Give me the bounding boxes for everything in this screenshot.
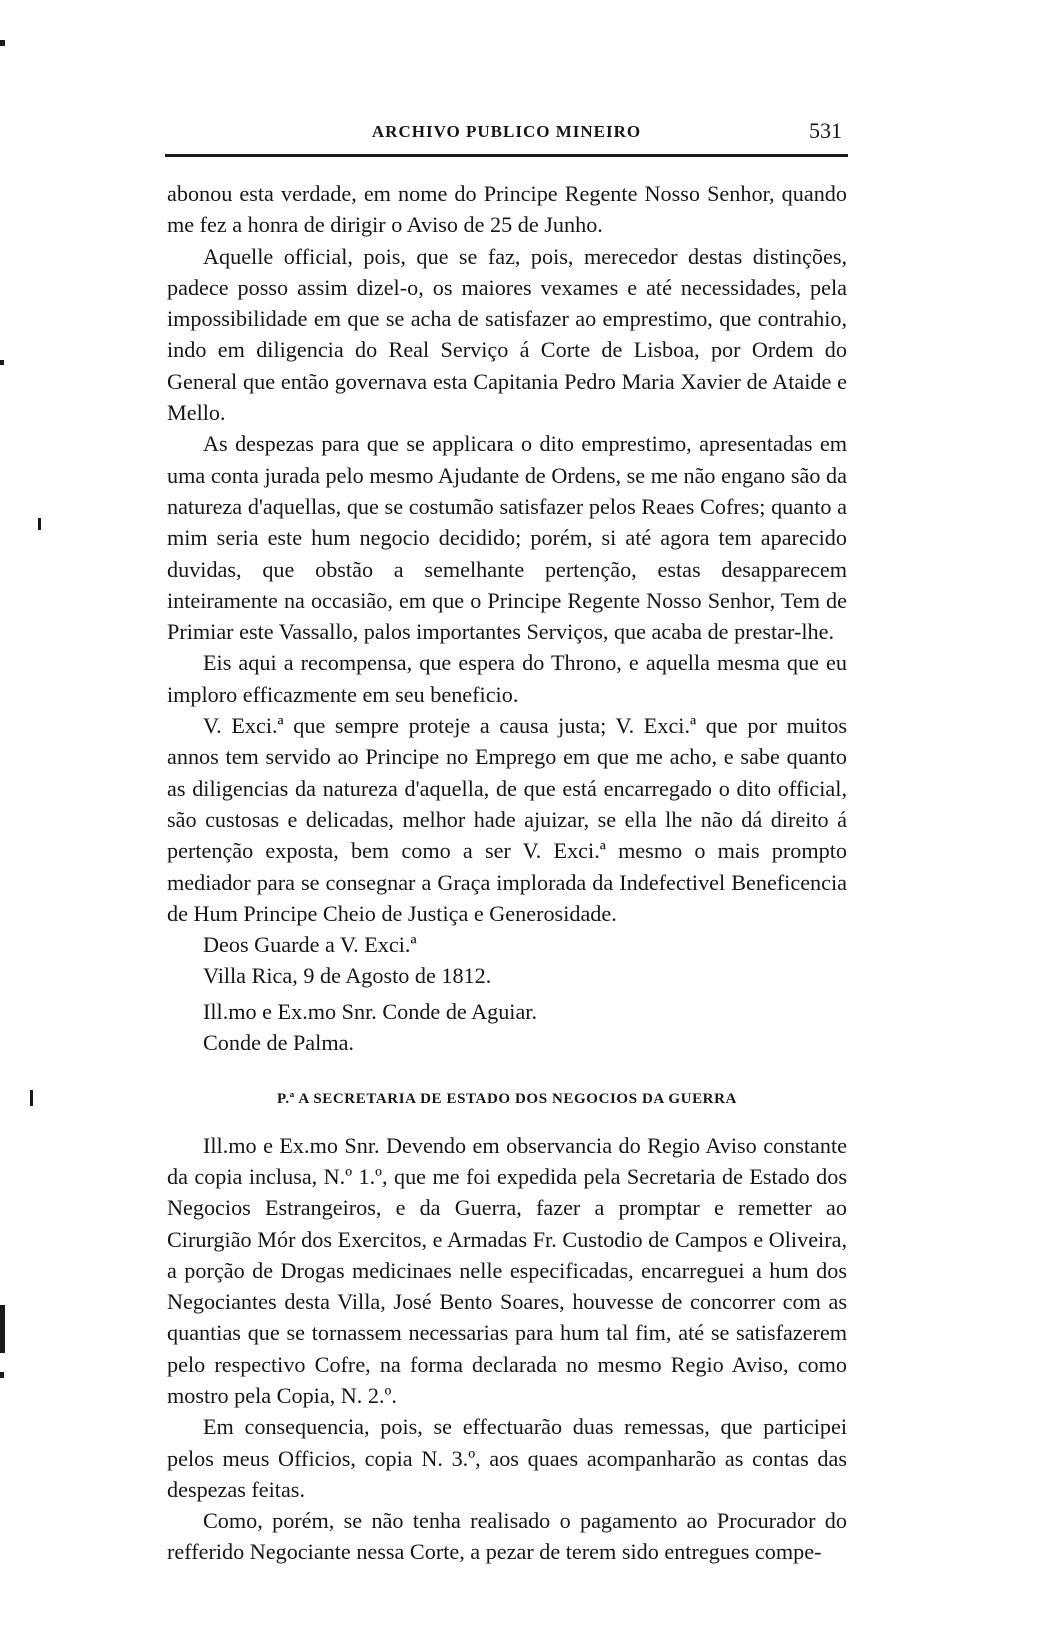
scan-edge-mark [30, 1090, 33, 1106]
paragraph: Em consequencia, pois, se effectuarão duas remessas, que participei pelos meus Officios, copia N. 3.º, aos quaes acompanharão as contas das despezas feitas. [167, 1414, 847, 1502]
section-heading: P.ª A SECRETARIA DE ESTADO DOS NEGOCIOS DA GUERRA [277, 1091, 737, 1108]
scan-edge-mark [0, 1372, 4, 1378]
page-number: 531 [809, 118, 842, 143]
page-header [165, 118, 848, 158]
paragraph: Eis aqui a recompensa, que espera do Throno, e aquella mesma que eu imploro efficazmente em seu beneficio. [167, 650, 847, 707]
paragraph: Como, porém, se não tenha realisado o pagamento ao Procurador do refferido Negociante nessa Corte, a pezar de terem sido entregues compe- [167, 1508, 847, 1565]
paragraph: Aquelle official, pois, que se faz, pois, merecedor destas distinções, padece posso assim dizel-o, os maiores vexames e até necessidades, pela impossibilidade em que se acha de satisfazer ao emprestimo, que contrahio, indo em diligencia do Real Serviço á Corte de Lisboa, por Ordem do General que então governava esta Capitania Pedro Maria Xavier de Ataide e Mello. [167, 243, 847, 426]
scan-edge-mark [0, 1305, 5, 1353]
paragraph: As despezas para que se applicara o dito emprestimo, apresentadas em uma conta jurada pelo mesmo Ajudante de Ordens, se me não engano são da natureza d'aquellas, que se costumão satisfazer pelos Reaes Cofres; quanto a mim seria este hum negocio decidido; porém, si até agora tem aparecido duvidas, que obstão a semelhante pertenção, estas desapparecem inteiramente na occasião, em que o Principe Regente Nosso Senhor, Tem de Primiar este Vassallo, palos importantes Serviços, que acaba de prestar-lhe. [167, 431, 847, 645]
paragraph: V. Exci.ª que sempre proteje a causa justa; V. Exci.ª que por muitos annos tem servido ao Principe no Emprego em que me acho, e sabe quanto as diligencias da natureza d'aquella, de que está encarregado o dito official, são custosas e delicadas, melhor hade ajuizar, se ella lhe não dá direito á pertenção exposta, bem como a ser V. Exci.ª mesmo o mais prompto mediador para se consegnar a Graça implorada da Indefectivel Beneficencia de Hum Principe Cheio de Justiça e Generosidade. [167, 713, 847, 926]
scan-edge-mark [38, 518, 41, 530]
closing-addressee: Ill.mo e Ex.mo Snr. Conde de Aguiar. [203, 998, 538, 1024]
scan-edge-mark [0, 360, 4, 365]
paragraph: abonou esta verdade, em nome do Principe Regente Nosso Senhor, quando me fez a honra de dirigir o Aviso de 25 de Junho. [167, 181, 847, 238]
closing-signature: Conde de Palma. [203, 1030, 354, 1056]
header-rule [165, 154, 848, 157]
paragraph: Ill.mo e Ex.mo Snr. Devendo em observancia do Regio Aviso constante da copia inclusa, N.º 1.º, que me foi expedida pela Secretaria de Estado dos Negocios Estrangeiros, e da Guerra, fazer a promptar e remetter ao Cirurgião Mór dos Exercitos, e Armadas Fr. Custodio de Campos e Oliveira, a porção de Drogas medicinaes nelle especificadas, encarreguei a hum dos Negociantes desta Villa, José Bento Soares, houvesse de concorrer com as quantias que se tornassem necessarias para hum tal fim, até se satisfazerem pelo respectivo Cofre, na forma declarada no mesmo Regio Aviso, como mostro pela Copia, N. 2.º. [167, 1132, 847, 1408]
closing-salutation: Deos Guarde a V. Exci.ª [203, 932, 417, 958]
body-text [167, 178, 847, 1568]
closing-place-date: Villa Rica, 9 de Agosto de 1812. [203, 963, 492, 989]
running-title: ARCHIVO PUBLICO MINEIRO [371, 122, 642, 141]
scan-edge-mark [0, 40, 5, 46]
